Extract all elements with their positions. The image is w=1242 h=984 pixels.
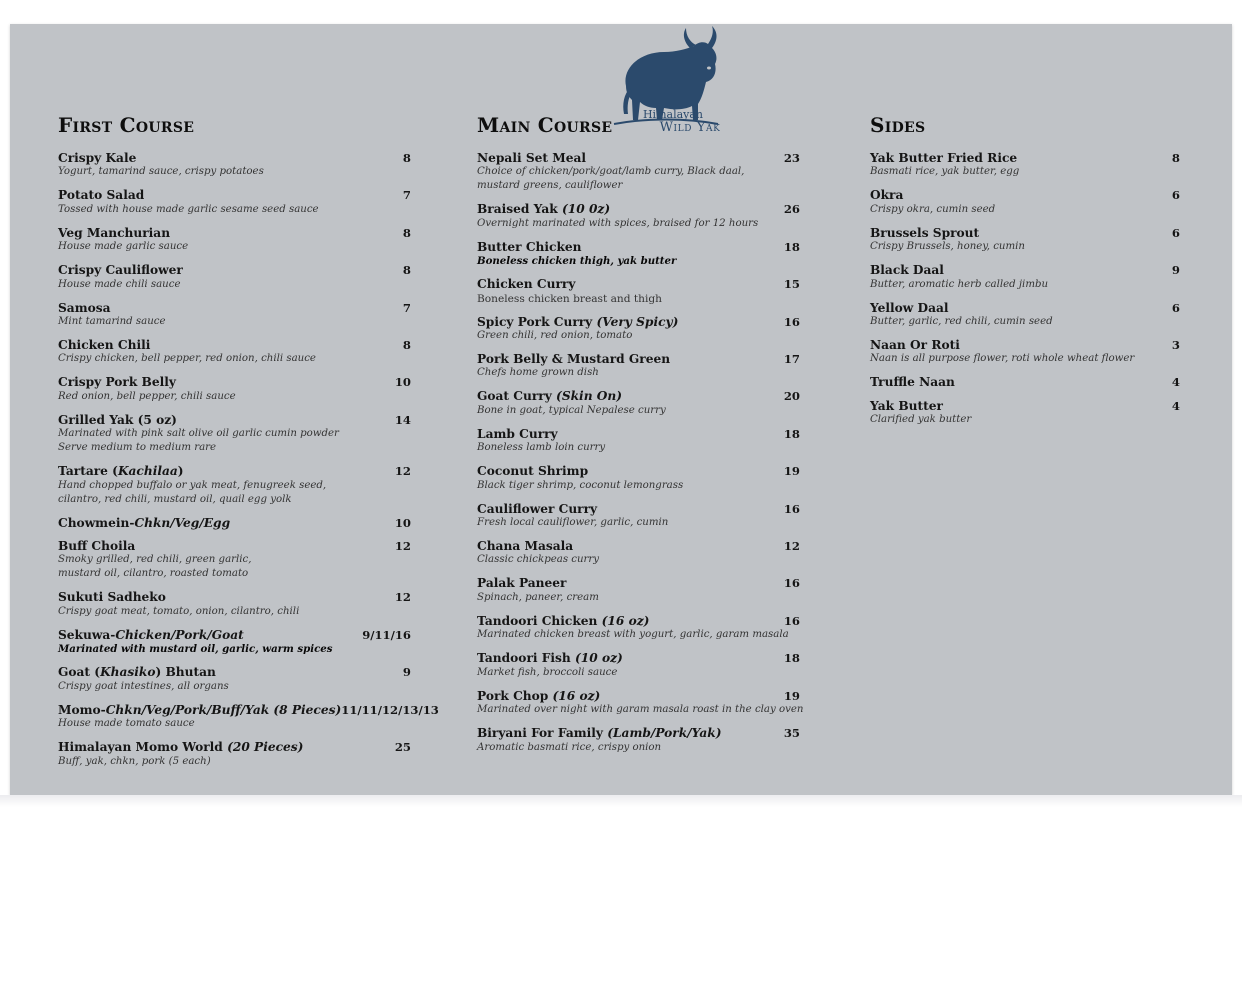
menu-item-head: [58, 263, 411, 277]
menu-item-name-text: Yak Butter: [870, 398, 943, 413]
menu-item-name-text: Sekuwa-: [58, 627, 116, 642]
main-course-list: [477, 151, 804, 755]
menu-item-head: [477, 614, 800, 628]
menu-item-description: Market fish, broccoli sauce: [477, 666, 618, 678]
menu-item-name: [870, 151, 1017, 165]
menu-item: [58, 628, 411, 656]
menu-item-description: Yogurt, tamarind sauce, crispy potatoes: [58, 166, 264, 178]
menu-item-head: [477, 689, 800, 703]
menu-item-head: [58, 665, 411, 679]
menu-item-head: [58, 301, 411, 315]
menu-item-description: Boneless lamb loin curry: [477, 442, 606, 454]
sides-column: [870, 112, 1180, 436]
menu-item-name: [58, 263, 183, 277]
menu-item-name-text: Butter Chicken: [477, 239, 582, 254]
menu-item-head: [58, 188, 411, 202]
menu-item-name: [58, 464, 184, 478]
menu-item: [477, 151, 800, 193]
menu-item-name-italic: (Lamb/Pork/Yak): [607, 726, 722, 741]
menu-item-description: Smoky grilled, red chili, green garlic,: [58, 554, 252, 566]
menu-item-name-text: Pork Belly & Mustard Green: [477, 352, 671, 367]
menu-item-price: 20: [783, 389, 800, 404]
menu-item-name-text: Pork Chop: [477, 688, 553, 703]
menu-item-description: Marinated with pink salt olive oil garlic cumin powder: [58, 428, 339, 440]
menu-item-name: [477, 315, 678, 329]
menu-item: [477, 240, 800, 268]
menu-item-name: [58, 539, 135, 553]
menu-item-description: Overnight marinated with spices, braised for 12 hours: [477, 217, 759, 229]
menu-item-price: 25: [394, 740, 411, 755]
menu-item-name-text: Goat (: [58, 665, 101, 680]
menu-item-head: [58, 338, 411, 352]
menu-item-price: 8: [402, 225, 411, 240]
menu-item-name: [477, 614, 649, 628]
menu-item-name: [477, 689, 600, 703]
menu-item-name-italic: (20 Pieces): [227, 740, 304, 755]
menu-item: [58, 301, 411, 329]
menu-item-name: [477, 539, 573, 553]
menu-item-name: [870, 226, 979, 240]
menu-item-name-text: Veg Manchurian: [58, 225, 171, 240]
menu-item-head: [870, 263, 1180, 277]
menu-item-description: Crispy chicken, bell pepper, red onion, chili sauce: [58, 353, 316, 365]
menu-item-price: 35: [783, 726, 800, 741]
menu-item-name-text: Nepali Set Meal: [477, 151, 587, 165]
menu-item-name-text: Spicy Pork Curry: [477, 314, 597, 329]
menu-item-name-text: Cauliflower Curry: [477, 501, 598, 516]
menu-item-head: [477, 202, 800, 216]
menu-item-head: [477, 240, 800, 254]
menu-item-name-italic: (16 oz): [601, 613, 650, 628]
menu-item-head: [477, 539, 800, 553]
menu-item: [477, 427, 800, 455]
menu-item: [477, 502, 800, 530]
menu-item: [870, 338, 1180, 366]
menu-item-name-text: Braised Yak: [477, 202, 562, 217]
menu-item-price: 11/11/12/13/13: [341, 702, 439, 717]
menu-item-head: [58, 226, 411, 240]
section-title-main-course: Main Course: [477, 113, 613, 137]
menu-item-name-text: Naan Or Roti: [870, 338, 960, 353]
menu-item-name: [58, 151, 136, 165]
menu-item-price: 10: [394, 515, 411, 530]
menu-item-price: 9: [1171, 263, 1180, 278]
menu-item-description: Basmati rice, yak butter, egg: [870, 166, 1020, 178]
sides-list: [870, 151, 1180, 427]
main-course-column: [477, 112, 804, 764]
section-title-sides: Sides: [870, 113, 926, 137]
menu-item-name: [58, 590, 166, 604]
menu-item-description: Mint tamarind sauce: [58, 316, 166, 328]
menu-item-name: [477, 151, 586, 165]
menu-item-name: [477, 427, 558, 441]
menu-item-name-suffix: ): [177, 464, 184, 479]
menu-item-name-text: Chicken Chili: [58, 338, 151, 353]
menu-item-price: 4: [1171, 398, 1180, 413]
menu-item-description: House made garlic sauce: [58, 241, 189, 253]
menu-item-price: 16: [783, 576, 800, 591]
menu-item-head: [477, 464, 800, 478]
menu-item: [477, 576, 800, 604]
menu-item-name-text: Biryani For Family: [477, 726, 608, 741]
menu-item: [58, 151, 411, 179]
menu-item-description: Crispy goat meat, tomato, onion, cilantro, chili: [58, 605, 300, 617]
menu-item-name: [477, 240, 582, 254]
menu-item-name: [58, 375, 176, 389]
menu-item-head: [477, 277, 800, 291]
menu-item-description: House made chili sauce: [58, 278, 181, 290]
menu-item-description: mustard oil, cilantro, roasted tomato: [58, 568, 249, 580]
menu-item-name-italic: (10 oz): [574, 651, 623, 666]
menu-item-name: [58, 301, 110, 315]
menu-item-description: Naan is all purpose flower, roti whole wheat flower: [870, 353, 1135, 365]
menu-item-description: Marinated with mustard oil, garlic, warm spices: [58, 643, 333, 656]
menu-item-name: [58, 188, 144, 202]
menu-item: [870, 226, 1180, 254]
menu-item-name-text: Tandoori Fish: [477, 651, 575, 666]
menu-item-name: [870, 301, 949, 315]
first-course-column: [58, 112, 439, 778]
menu-item-name-italic: Chkn/Veg/Egg: [134, 515, 231, 530]
menu-item-price: 12: [394, 539, 411, 554]
menu-item-description: Buff, yak, chkn, pork (5 each): [58, 755, 211, 767]
menu-item-name-text: Yak Butter Fried Rice: [870, 151, 1018, 165]
menu-item-name: [58, 413, 177, 427]
menu-item: [58, 338, 411, 366]
menu-item-price: 9: [402, 665, 411, 680]
menu-item-name: [477, 651, 623, 665]
menu-item-price: 23: [783, 151, 800, 165]
menu-item-price: 6: [1171, 225, 1180, 240]
menu-item-price: 9/11/16: [362, 627, 411, 642]
menu-item-name: [870, 188, 903, 202]
menu-item-name-text: Coconut Shrimp: [477, 464, 589, 479]
menu-item: [58, 539, 411, 581]
logo-line-1: Himalayan: [642, 108, 704, 121]
menu-item-head: [477, 576, 800, 590]
menu-item-name-text: Tartare (: [58, 464, 118, 479]
menu-item-price: 12: [394, 464, 411, 479]
menu-item-name-text: Sukuti Sadheko: [58, 590, 166, 605]
menu-item: [58, 226, 411, 254]
menu-item: [477, 464, 800, 492]
menu-item-name: [477, 352, 670, 366]
menu-item-name: [477, 202, 610, 216]
menu-item-name-text: Okra: [870, 188, 904, 203]
menu-item-name: [58, 516, 230, 530]
logo-line-2: Wild Yak: [659, 120, 721, 135]
menu-item: [477, 614, 800, 642]
menu-item-name: [477, 502, 597, 516]
menu-item-description: mustard greens, cauliflower: [477, 180, 623, 192]
menu-item: [477, 688, 804, 717]
menu-item: [58, 740, 411, 768]
menu-item: [58, 413, 411, 455]
menu-item-name-italic: Kachilaa: [117, 464, 178, 479]
menu-item-price: 16: [783, 501, 800, 516]
menu-item-name-text: Momo-: [58, 702, 106, 717]
menu-item-price: 18: [783, 651, 800, 666]
menu-item-price: 10: [394, 375, 411, 390]
menu-item-price: 6: [1171, 300, 1180, 315]
menu-item-name-italic: (16 oz): [552, 688, 601, 703]
menu-item: [870, 263, 1180, 291]
menu-item-description: Marinated over night with garam masala roast in the clay oven: [477, 704, 804, 716]
menu-item-description: Clarified yak butter: [870, 414, 972, 426]
menu-item-name: [477, 576, 566, 590]
menu-item-description: Crispy Brussels, honey, cumin: [870, 241, 1025, 253]
menu-item-name-text: Goat Curry: [477, 389, 557, 404]
menu-item-head: [58, 464, 411, 478]
menu-item-head: [870, 151, 1180, 165]
menu-item-head: [870, 301, 1180, 315]
menu-item-name-text: Black Daal: [870, 263, 944, 278]
menu-item-price: 14: [394, 412, 411, 427]
menu-item-head: [870, 375, 1180, 389]
menu-item: [477, 277, 800, 305]
menu-item-name: [58, 226, 170, 240]
menu-item-name-italic: Chkn/Veg/Pork/Buff/Yak (8 Pieces): [105, 702, 342, 717]
menu-item: [870, 188, 1180, 216]
menu-item-name-italic: (Skin On): [556, 389, 623, 404]
menu-item-head: [477, 427, 800, 441]
section-title-first-course: First Course: [58, 113, 195, 137]
menu-item-price: 26: [783, 202, 800, 217]
menu-item-price: 17: [783, 352, 800, 367]
menu-item-price: 4: [1171, 375, 1180, 390]
menu-item-name: [58, 703, 341, 717]
menu-item: [477, 389, 800, 417]
menu-item: [58, 188, 411, 216]
menu-item-price: 15: [783, 277, 800, 292]
menu-item-name-italic: (10 0z): [561, 202, 611, 217]
menu-item-name-text: Truffle Naan: [870, 375, 955, 390]
menu-item-head: [870, 338, 1180, 352]
menu-item-description: Fresh local cauliflower, garlic, cumin: [477, 517, 669, 529]
menu-item-description: Serve medium to medium rare: [58, 442, 217, 454]
menu-item-price: 12: [394, 590, 411, 605]
menu-item-head: [477, 315, 800, 329]
menu-item: [870, 375, 1180, 389]
menu-item-name: [870, 375, 955, 389]
menu-item-description: Green chili, red onion, tomato: [477, 330, 633, 342]
menu-item: [58, 263, 411, 291]
menu-item-description: House made tomato sauce: [58, 718, 195, 730]
menu-item-head: [477, 502, 800, 516]
menu-item-price: 7: [402, 188, 411, 203]
menu-item-price: 16: [783, 314, 800, 329]
menu-item-price: 18: [783, 426, 800, 441]
menu-item-price: 8: [1171, 151, 1180, 165]
menu-item-price: 19: [783, 464, 800, 479]
menu-item-name: [870, 263, 944, 277]
first-course-list: [58, 151, 439, 769]
menu-item-description: Boneless chicken thigh, yak butter: [477, 255, 677, 268]
menu-item-description: Tossed with house made garlic sesame seed sauce: [58, 203, 319, 215]
menu-item-name-text: Potato Salad: [58, 188, 145, 203]
menu-item-name: [870, 399, 943, 413]
menu-item-name-text: Chana Masala: [477, 539, 574, 554]
menu-item: [58, 590, 411, 618]
menu-item-head: [477, 651, 800, 665]
menu-item: [58, 702, 439, 731]
menu-item-description: Butter, aromatic herb called jimbu: [870, 278, 1049, 290]
menu-item-name-text: Crispy Pork Belly: [58, 375, 176, 390]
menu-item-description: Hand chopped buffalo or yak meat, fenugreek seed,: [58, 479, 327, 491]
menu-item-head: [477, 151, 800, 165]
menu-item-head: [870, 226, 1180, 240]
menu-item-head: [58, 151, 411, 165]
menu-item-name-text: Palak Paneer: [477, 576, 567, 591]
menu-item: [870, 399, 1180, 427]
menu-item-price: 16: [783, 613, 800, 628]
menu-item-description: Bone in goat, typical Nepalese curry: [477, 404, 666, 416]
menu-item: [870, 151, 1180, 179]
menu-item-name: [58, 665, 216, 679]
menu-item-head: [870, 399, 1180, 413]
menu-item-price: 7: [402, 300, 411, 315]
menu-item-head: [58, 740, 411, 754]
menu-item-name-suffix: ) Bhutan: [155, 665, 216, 680]
menu-item-name-text: Yellow Daal: [870, 300, 949, 315]
menu-item-name-italic: Chicken/Pork/Goat: [115, 627, 244, 642]
menu-item-name: [477, 726, 721, 740]
menu-item: [477, 315, 800, 343]
menu-item: [58, 516, 411, 530]
menu-item-price: 12: [783, 539, 800, 554]
menu-item-name-text: Grilled Yak (5 oz): [58, 412, 177, 427]
menu-item-description: Black tiger shrimp, coconut lemongrass: [477, 479, 684, 491]
menu-item-name-text: Buff Choila: [58, 539, 136, 554]
menu-item-description: Classic chickpeas curry: [477, 554, 600, 566]
menu-item-description: Red onion, bell pepper, chili sauce: [58, 390, 236, 402]
menu-item-head: [58, 702, 439, 717]
menu-item-head: [58, 516, 411, 530]
menu-item-name: [477, 277, 575, 291]
menu-item: [477, 651, 800, 679]
menu-item-head: [58, 539, 411, 553]
menu-item-price: 19: [783, 688, 800, 703]
menu-item: [58, 665, 411, 693]
menu-item-name-text: Tandoori Chicken: [477, 613, 602, 628]
menu-sheet: [10, 24, 1232, 795]
menu-item-price: 8: [402, 263, 411, 278]
menu-item: [477, 539, 800, 567]
menu-item-description: Aromatic basmati rice, crispy onion: [477, 741, 662, 753]
menu-item-price: 3: [1171, 338, 1180, 353]
menu-item-description: Choice of chicken/pork/goat/lamb curry, Black daal,: [477, 166, 745, 178]
menu-item: [477, 726, 800, 754]
sheet-shadow: [0, 795, 1242, 807]
menu-item: [477, 202, 800, 230]
menu-item-description: Boneless chicken breast and thigh: [477, 292, 662, 305]
menu-item-name-text: Samosa: [58, 300, 111, 315]
menu-item-description: cilantro, red chili, mustard oil, quail egg yolk: [58, 493, 292, 505]
menu-item-name-italic: Khasiko: [100, 665, 156, 680]
menu-item-head: [58, 413, 411, 427]
menu-item-name-text: Crispy Cauliflower: [58, 263, 183, 278]
menu-item-head: [477, 726, 800, 740]
menu-item: [477, 352, 800, 380]
menu-item-price: 18: [783, 239, 800, 254]
menu-item: [58, 375, 411, 403]
menu-item-name-text: Lamb Curry: [477, 426, 558, 441]
menu-item-name-text: Crispy Kale: [58, 151, 137, 165]
menu-item-description: Butter, garlic, red chili, cumin seed: [870, 316, 1053, 328]
menu-item-name: [58, 628, 244, 642]
menu-item-name-italic: (Very Spicy): [596, 314, 679, 329]
menu-item-name: [477, 389, 622, 403]
menu-item: [58, 464, 411, 506]
menu-item-head: [477, 389, 800, 403]
menu-item-name: [58, 338, 150, 352]
menu-item-price: 8: [402, 151, 411, 165]
menu-item-name: [58, 740, 303, 754]
menu-item-name-text: Himalayan Momo World: [58, 740, 228, 755]
menu-item-price: 8: [402, 338, 411, 353]
menu-item-description: Crispy okra, cumin seed: [870, 203, 996, 215]
menu-item-description: Crispy goat intestines, all organs: [58, 680, 229, 692]
menu-item-description: Marinated chicken breast with yogurt, garlic, garam masala: [477, 629, 789, 641]
menu-item-price: 6: [1171, 188, 1180, 203]
menu-item-description: Chefs home grown dish: [477, 367, 599, 379]
menu-item: [870, 301, 1180, 329]
menu-item-name-text: Chicken Curry: [477, 277, 576, 292]
menu-item-name-text: Brussels Sprout: [870, 225, 980, 240]
menu-item-head: [58, 590, 411, 604]
menu-item-head: [870, 188, 1180, 202]
menu-item-name: [477, 464, 588, 478]
menu-item-name-text: Chowmein-: [58, 515, 135, 530]
menu-item-head: [477, 352, 800, 366]
menu-item-name: [870, 338, 960, 352]
menu-item-description: Spinach, paneer, cream: [477, 591, 599, 603]
menu-item-head: [58, 628, 411, 642]
menu-item-head: [58, 375, 411, 389]
